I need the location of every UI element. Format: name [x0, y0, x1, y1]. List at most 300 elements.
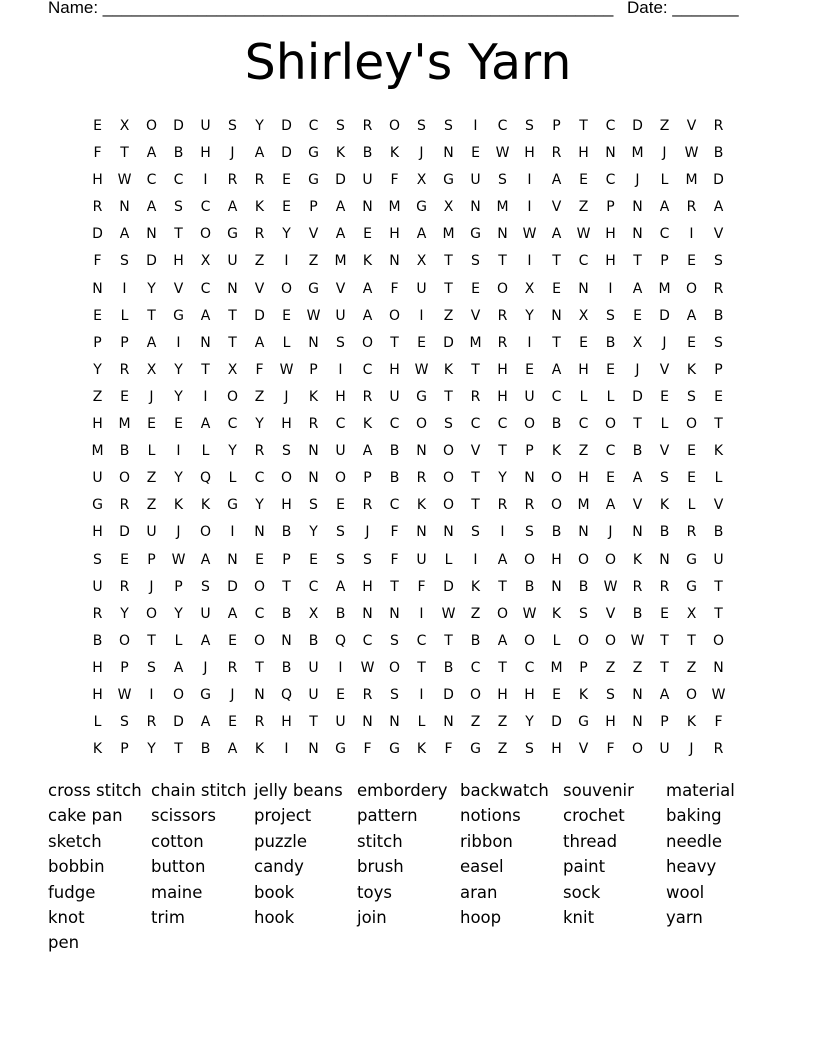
grid-cell[interactable]: B — [389, 470, 400, 487]
grid-cell[interactable]: H — [497, 388, 508, 405]
grid-cell[interactable]: X — [119, 118, 130, 134]
grid-cell[interactable]: Y — [255, 118, 264, 134]
grid-cell[interactable]: O — [199, 524, 212, 541]
grid-cell[interactable]: I — [284, 253, 289, 270]
grid-cell[interactable]: Y — [498, 470, 507, 487]
grid-cell[interactable]: U — [659, 741, 670, 758]
grid-cell[interactable]: T — [174, 226, 183, 243]
grid-cell[interactable]: K — [632, 551, 643, 568]
grid-cell[interactable]: U — [416, 551, 427, 568]
grid-cell[interactable]: A — [497, 551, 508, 568]
grid-cell[interactable]: O — [577, 632, 590, 649]
grid-cell[interactable]: O — [388, 118, 401, 134]
grid-cell[interactable]: E — [228, 714, 237, 731]
grid-cell[interactable]: S — [525, 741, 534, 758]
grid-cell[interactable]: S — [687, 388, 696, 405]
grid-cell[interactable]: V — [308, 226, 319, 243]
grid-cell[interactable]: F — [93, 253, 102, 270]
grid-cell[interactable]: C — [470, 416, 481, 433]
grid-cell[interactable]: B — [605, 334, 616, 351]
grid-cell[interactable]: V — [713, 497, 724, 514]
grid-cell[interactable]: R — [254, 443, 265, 460]
grid-cell[interactable]: D — [335, 172, 346, 189]
grid-cell[interactable]: I — [527, 253, 532, 270]
grid-cell[interactable]: E — [660, 605, 669, 622]
grid-cell[interactable]: F — [390, 172, 399, 189]
grid-cell[interactable]: V — [335, 280, 346, 297]
grid-cell[interactable]: H — [578, 361, 589, 378]
grid-cell[interactable]: A — [362, 443, 373, 460]
grid-cell[interactable]: E — [174, 416, 183, 433]
grid-cell[interactable]: O — [280, 470, 293, 487]
grid-cell[interactable]: G — [92, 497, 103, 514]
grid-cell[interactable]: N — [470, 199, 481, 216]
grid-cell[interactable]: T — [687, 632, 696, 649]
grid-cell[interactable]: T — [498, 578, 507, 595]
grid-cell[interactable]: Z — [497, 741, 508, 758]
grid-cell[interactable]: D — [173, 118, 184, 134]
grid-cell[interactable]: B — [281, 524, 292, 541]
grid-cell[interactable]: E — [417, 334, 426, 351]
grid-cell[interactable]: A — [551, 361, 562, 378]
grid-cell[interactable]: P — [660, 714, 669, 731]
grid-cell[interactable]: U — [200, 118, 211, 134]
grid-cell[interactable]: R — [227, 659, 238, 676]
grid-cell[interactable]: T — [471, 470, 480, 487]
grid-cell[interactable]: D — [146, 253, 157, 270]
grid-cell[interactable]: G — [686, 551, 697, 568]
grid-cell[interactable]: T — [255, 659, 264, 676]
grid-cell[interactable]: U — [200, 605, 211, 622]
grid-cell[interactable]: Y — [174, 388, 183, 405]
grid-cell[interactable]: W — [279, 361, 294, 378]
grid-cell[interactable]: Z — [659, 118, 670, 134]
grid-cell[interactable]: W — [441, 605, 456, 622]
grid-cell[interactable]: P — [606, 199, 615, 216]
grid-cell[interactable]: S — [417, 118, 426, 134]
grid-cell[interactable]: N — [389, 605, 400, 622]
grid-cell[interactable]: A — [362, 280, 373, 297]
grid-cell[interactable]: Y — [174, 605, 183, 622]
grid-cell[interactable]: Y — [147, 741, 156, 758]
grid-cell[interactable]: B — [470, 632, 481, 649]
grid-cell[interactable]: C — [200, 280, 211, 297]
grid-cell[interactable]: O — [712, 632, 725, 649]
grid-cell[interactable]: C — [524, 659, 535, 676]
grid-cell[interactable]: N — [632, 714, 643, 731]
grid-cell[interactable]: G — [389, 741, 400, 758]
grid-cell[interactable]: K — [416, 741, 427, 758]
grid-cell[interactable]: W — [603, 578, 618, 595]
grid-cell[interactable]: A — [200, 416, 211, 433]
grid-cell[interactable]: L — [444, 551, 453, 568]
grid-cell[interactable]: S — [714, 334, 723, 351]
grid-cell[interactable]: X — [146, 361, 157, 378]
grid-cell[interactable]: W — [117, 172, 132, 189]
grid-cell[interactable]: H — [551, 741, 562, 758]
grid-cell[interactable]: M — [334, 253, 347, 270]
grid-cell[interactable]: V — [254, 280, 265, 297]
grid-cell[interactable]: G — [578, 714, 589, 731]
grid-cell[interactable]: N — [119, 199, 130, 216]
grid-cell[interactable]: N — [443, 714, 454, 731]
grid-cell[interactable]: O — [469, 686, 482, 703]
grid-cell[interactable]: A — [551, 226, 562, 243]
grid-cell[interactable]: O — [523, 632, 536, 649]
grid-cell[interactable]: C — [227, 416, 238, 433]
grid-cell[interactable]: J — [635, 172, 640, 189]
grid-cell[interactable]: Z — [470, 714, 481, 731]
grid-cell[interactable]: D — [632, 118, 643, 134]
grid-cell[interactable]: K — [335, 145, 346, 162]
grid-cell[interactable]: T — [417, 659, 426, 676]
grid-cell[interactable]: N — [632, 686, 643, 703]
grid-cell[interactable]: N — [713, 659, 724, 676]
grid-cell[interactable]: C — [659, 226, 670, 243]
grid-cell[interactable]: I — [176, 443, 181, 460]
grid-cell[interactable]: D — [443, 686, 454, 703]
grid-cell[interactable]: A — [146, 145, 157, 162]
grid-cell[interactable]: A — [335, 578, 346, 595]
grid-cell[interactable]: E — [363, 226, 372, 243]
grid-cell[interactable]: I — [473, 118, 478, 134]
grid-cell[interactable]: B — [713, 145, 724, 162]
grid-cell[interactable]: Z — [578, 199, 589, 216]
grid-cell[interactable]: C — [578, 253, 589, 270]
grid-cell[interactable]: N — [578, 524, 589, 541]
grid-cell[interactable]: C — [308, 578, 319, 595]
grid-cell[interactable]: C — [362, 361, 373, 378]
grid-cell[interactable]: D — [254, 307, 265, 324]
grid-cell[interactable]: T — [498, 443, 507, 460]
grid-cell[interactable]: E — [579, 334, 588, 351]
grid-cell[interactable]: I — [419, 686, 424, 703]
grid-cell[interactable]: A — [227, 605, 238, 622]
grid-cell[interactable]: B — [362, 145, 373, 162]
grid-cell[interactable]: C — [146, 172, 157, 189]
grid-cell[interactable]: C — [605, 118, 616, 134]
grid-cell[interactable]: F — [714, 714, 723, 731]
grid-cell[interactable]: F — [255, 361, 264, 378]
grid-cell[interactable]: E — [471, 145, 480, 162]
grid-cell[interactable]: T — [444, 388, 453, 405]
grid-cell[interactable]: E — [336, 497, 345, 514]
grid-cell[interactable]: M — [118, 416, 131, 433]
grid-cell[interactable]: H — [281, 497, 292, 514]
grid-cell[interactable]: V — [470, 307, 481, 324]
grid-cell[interactable]: X — [524, 280, 535, 297]
grid-cell[interactable]: J — [635, 361, 640, 378]
grid-cell[interactable]: I — [284, 741, 289, 758]
grid-cell[interactable]: A — [551, 172, 562, 189]
grid-cell[interactable]: U — [335, 443, 346, 460]
grid-cell[interactable]: B — [308, 632, 319, 649]
grid-cell[interactable]: M — [577, 497, 590, 514]
grid-cell[interactable]: A — [713, 199, 724, 216]
grid-cell[interactable]: A — [362, 307, 373, 324]
grid-cell[interactable]: P — [120, 334, 129, 351]
grid-cell[interactable]: B — [659, 524, 670, 541]
grid-cell[interactable]: S — [471, 253, 480, 270]
grid-cell[interactable]: K — [551, 443, 562, 460]
grid-cell[interactable]: E — [120, 551, 129, 568]
grid-cell[interactable]: I — [122, 280, 127, 297]
grid-cell[interactable]: K — [416, 497, 427, 514]
grid-cell[interactable]: T — [282, 578, 291, 595]
grid-cell[interactable]: W — [171, 551, 186, 568]
grid-cell[interactable]: R — [362, 118, 373, 134]
grid-cell[interactable]: P — [120, 659, 129, 676]
grid-cell[interactable]: H — [605, 253, 616, 270]
grid-cell[interactable]: A — [254, 145, 265, 162]
grid-cell[interactable]: A — [227, 199, 238, 216]
grid-cell[interactable]: I — [419, 605, 424, 622]
grid-cell[interactable]: O — [145, 605, 158, 622]
grid-cell[interactable]: E — [660, 388, 669, 405]
grid-cell[interactable]: K — [578, 686, 589, 703]
grid-cell[interactable]: N — [227, 280, 238, 297]
grid-cell[interactable]: O — [388, 659, 401, 676]
grid-cell[interactable]: E — [633, 307, 642, 324]
grid-cell[interactable]: U — [470, 172, 481, 189]
grid-cell[interactable]: C — [605, 172, 616, 189]
grid-cell[interactable]: N — [578, 280, 589, 297]
grid-cell[interactable]: M — [469, 334, 482, 351]
grid-cell[interactable]: C — [389, 497, 400, 514]
grid-cell[interactable]: U — [713, 551, 724, 568]
grid-cell[interactable]: V — [659, 361, 670, 378]
grid-cell[interactable]: E — [255, 551, 264, 568]
grid-cell[interactable]: R — [254, 172, 265, 189]
grid-cell[interactable]: T — [471, 497, 480, 514]
grid-cell[interactable]: A — [335, 199, 346, 216]
grid-cell[interactable]: P — [309, 361, 318, 378]
name-field[interactable]: Name: ______________________________________________________ — [48, 0, 614, 17]
grid-cell[interactable]: L — [660, 416, 669, 433]
grid-cell[interactable]: R — [92, 199, 103, 216]
grid-cell[interactable]: T — [444, 280, 453, 297]
grid-cell[interactable]: S — [201, 578, 210, 595]
grid-cell[interactable]: S — [498, 172, 507, 189]
grid-cell[interactable]: N — [200, 334, 211, 351]
grid-cell[interactable]: Q — [280, 686, 293, 703]
grid-cell[interactable]: D — [119, 524, 130, 541]
grid-cell[interactable]: L — [417, 714, 426, 731]
grid-cell[interactable]: A — [632, 470, 643, 487]
grid-cell[interactable]: X — [416, 172, 427, 189]
grid-cell[interactable]: W — [495, 145, 510, 162]
grid-cell[interactable]: K — [713, 443, 724, 460]
grid-cell[interactable]: A — [659, 199, 670, 216]
grid-cell[interactable]: R — [146, 714, 157, 731]
grid-cell[interactable]: L — [228, 470, 237, 487]
grid-cell[interactable]: T — [174, 741, 183, 758]
grid-cell[interactable]: G — [686, 578, 697, 595]
grid-cell[interactable]: S — [282, 443, 291, 460]
grid-cell[interactable]: I — [473, 551, 478, 568]
grid-cell[interactable]: S — [525, 524, 534, 541]
grid-cell[interactable]: E — [93, 307, 102, 324]
grid-cell[interactable]: H — [605, 226, 616, 243]
grid-cell[interactable]: N — [389, 253, 400, 270]
grid-cell[interactable]: O — [523, 551, 536, 568]
grid-cell[interactable]: L — [282, 334, 291, 351]
grid-cell[interactable]: W — [684, 145, 699, 162]
grid-cell[interactable]: C — [497, 416, 508, 433]
grid-cell[interactable]: R — [362, 497, 373, 514]
grid-cell[interactable]: L — [606, 388, 615, 405]
grid-cell[interactable]: L — [552, 632, 561, 649]
grid-cell[interactable]: H — [92, 686, 103, 703]
grid-cell[interactable]: K — [551, 605, 562, 622]
grid-cell[interactable]: J — [203, 659, 208, 676]
grid-cell[interactable]: C — [335, 416, 346, 433]
grid-cell[interactable]: T — [552, 334, 561, 351]
grid-cell[interactable]: R — [119, 578, 130, 595]
grid-cell[interactable]: H — [578, 145, 589, 162]
grid-cell[interactable]: W — [306, 307, 321, 324]
grid-cell[interactable]: T — [660, 659, 669, 676]
grid-cell[interactable]: A — [659, 686, 670, 703]
grid-cell[interactable]: Z — [254, 388, 265, 405]
grid-cell[interactable]: H — [92, 659, 103, 676]
grid-cell[interactable]: D — [281, 145, 292, 162]
grid-cell[interactable]: X — [416, 253, 427, 270]
grid-cell[interactable]: B — [632, 443, 643, 460]
grid-cell[interactable]: N — [308, 741, 319, 758]
grid-cell[interactable]: C — [173, 172, 184, 189]
grid-cell[interactable]: F — [390, 551, 399, 568]
grid-cell[interactable]: F — [606, 741, 615, 758]
grid-cell[interactable]: S — [363, 551, 372, 568]
grid-cell[interactable]: M — [550, 659, 563, 676]
grid-cell[interactable]: R — [686, 524, 697, 541]
grid-cell[interactable]: O — [496, 605, 509, 622]
grid-cell[interactable]: T — [444, 253, 453, 270]
grid-cell[interactable]: S — [147, 659, 156, 676]
grid-cell[interactable]: B — [281, 605, 292, 622]
grid-cell[interactable]: F — [417, 578, 426, 595]
grid-cell[interactable]: C — [308, 118, 319, 134]
grid-cell[interactable]: J — [284, 388, 289, 405]
grid-cell[interactable]: Y — [525, 714, 534, 731]
grid-cell[interactable]: O — [604, 416, 617, 433]
grid-cell[interactable]: L — [714, 470, 723, 487]
grid-cell[interactable]: O — [253, 632, 266, 649]
grid-cell[interactable]: E — [552, 280, 561, 297]
grid-cell[interactable]: A — [119, 226, 130, 243]
grid-cell[interactable]: J — [608, 524, 613, 541]
grid-cell[interactable]: K — [308, 388, 319, 405]
grid-cell[interactable]: G — [227, 226, 238, 243]
grid-cell[interactable]: O — [685, 280, 698, 297]
grid-cell[interactable]: U — [146, 524, 157, 541]
grid-cell[interactable]: O — [496, 280, 509, 297]
grid-cell[interactable]: T — [714, 416, 723, 433]
grid-cell[interactable]: G — [443, 172, 454, 189]
grid-cell[interactable]: H — [605, 714, 616, 731]
grid-cell[interactable]: S — [444, 118, 453, 134]
grid-cell[interactable]: Y — [120, 605, 129, 622]
grid-cell[interactable]: G — [308, 145, 319, 162]
grid-cell[interactable]: C — [470, 659, 481, 676]
grid-cell[interactable]: C — [200, 199, 211, 216]
grid-cell[interactable]: S — [525, 118, 534, 134]
grid-cell[interactable]: T — [714, 605, 723, 622]
grid-cell[interactable]: G — [470, 741, 481, 758]
grid-cell[interactable]: Z — [146, 470, 157, 487]
grid-cell[interactable]: N — [551, 578, 562, 595]
grid-cell[interactable]: A — [200, 714, 211, 731]
grid-cell[interactable]: O — [685, 686, 698, 703]
grid-cell[interactable]: B — [713, 524, 724, 541]
grid-cell[interactable]: H — [389, 226, 400, 243]
grid-cell[interactable]: S — [471, 524, 480, 541]
grid-cell[interactable]: E — [93, 118, 102, 134]
grid-cell[interactable]: A — [686, 307, 697, 324]
grid-cell[interactable]: S — [174, 199, 183, 216]
grid-cell[interactable]: K — [254, 199, 265, 216]
grid-cell[interactable]: D — [659, 307, 670, 324]
grid-cell[interactable]: N — [632, 199, 643, 216]
date-field[interactable]: Date: _______ — [627, 0, 739, 17]
grid-cell[interactable]: K — [200, 497, 211, 514]
grid-cell[interactable]: R — [659, 578, 670, 595]
grid-cell[interactable]: L — [579, 388, 588, 405]
grid-cell[interactable]: S — [336, 334, 345, 351]
grid-cell[interactable]: J — [149, 388, 154, 405]
grid-cell[interactable]: Z — [578, 443, 589, 460]
grid-cell[interactable]: S — [120, 714, 129, 731]
grid-cell[interactable]: R — [551, 145, 562, 162]
grid-cell[interactable]: M — [442, 226, 455, 243]
grid-cell[interactable]: Z — [497, 714, 508, 731]
grid-cell[interactable]: S — [336, 551, 345, 568]
grid-cell[interactable]: V — [470, 443, 481, 460]
grid-cell[interactable]: P — [93, 334, 102, 351]
grid-cell[interactable]: A — [605, 497, 616, 514]
grid-cell[interactable]: U — [335, 307, 346, 324]
grid-cell[interactable]: U — [227, 253, 238, 270]
grid-cell[interactable]: J — [689, 741, 694, 758]
grid-cell[interactable]: R — [497, 497, 508, 514]
grid-cell[interactable]: N — [443, 524, 454, 541]
grid-cell[interactable]: B — [335, 605, 346, 622]
grid-cell[interactable]: N — [497, 226, 508, 243]
grid-cell[interactable]: S — [390, 686, 399, 703]
grid-cell[interactable]: I — [338, 659, 343, 676]
grid-cell[interactable]: P — [552, 118, 561, 134]
grid-cell[interactable]: Z — [308, 253, 319, 270]
grid-cell[interactable]: E — [552, 686, 561, 703]
grid-cell[interactable]: V — [686, 118, 697, 134]
grid-cell[interactable]: G — [470, 226, 481, 243]
grid-cell[interactable]: R — [308, 416, 319, 433]
grid-cell[interactable]: A — [200, 551, 211, 568]
grid-cell[interactable]: E — [687, 443, 696, 460]
grid-cell[interactable]: K — [254, 741, 265, 758]
grid-cell[interactable]: O — [280, 280, 293, 297]
grid-cell[interactable]: S — [228, 118, 237, 134]
grid-cell[interactable]: V — [551, 199, 562, 216]
grid-cell[interactable]: W — [711, 686, 726, 703]
grid-cell[interactable]: Y — [525, 307, 534, 324]
grid-cell[interactable]: N — [362, 714, 373, 731]
grid-cell[interactable]: Y — [228, 443, 237, 460]
grid-cell[interactable]: N — [308, 334, 319, 351]
grid-cell[interactable]: T — [633, 416, 642, 433]
grid-cell[interactable]: O — [253, 578, 266, 595]
